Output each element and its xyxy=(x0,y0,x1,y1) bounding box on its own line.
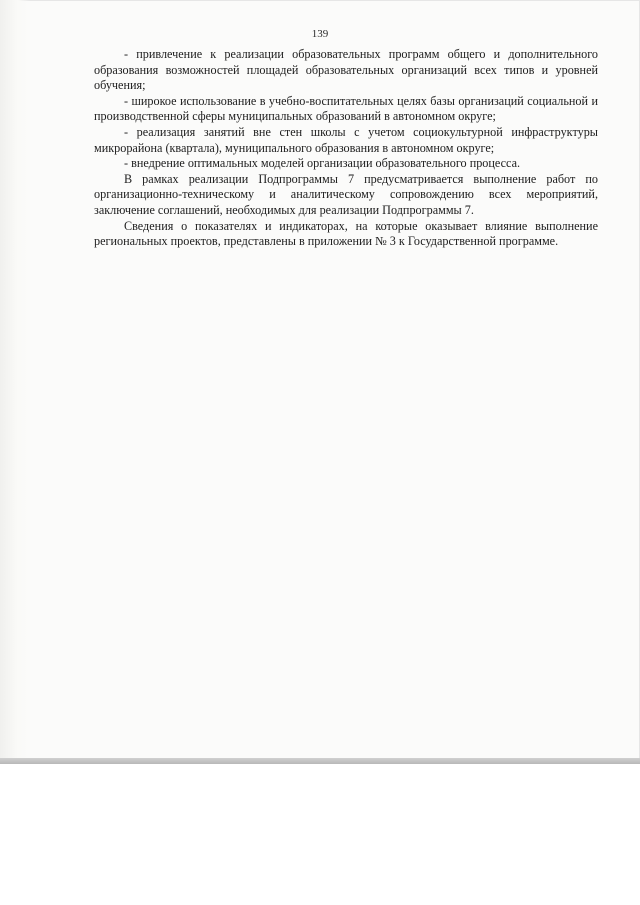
scan-shadow xyxy=(0,0,30,762)
paragraph-subprogram-7: В рамках реализации Подпрограммы 7 предусматривается выполнение работ по организационно-техническому и аналитическому сопровождению всех мероприятий, заключение соглашений, необходимых для реализации Подпрограммы 7. xyxy=(94,171,598,217)
page-number: 139 xyxy=(311,28,329,40)
list-item-attract-resources: - привлечение к реализации образовательных программ общего и дополнительного образования возможностей площадей образовательных организаций всех типов и уровней обучения; xyxy=(94,47,598,93)
paragraph-indicators: Сведения о показателях и индикаторах, на которые оказывает влияние выполнение региональных проектов, представлены в приложении № 3 к Государственной программе. xyxy=(94,218,598,249)
list-item-use-organizations: - широкое использование в учебно-воспитательных целях базы организаций социальной и производственной сферы муниципальных образований в автономном округе; xyxy=(94,93,598,124)
sheet-edge xyxy=(0,758,640,764)
document-body xyxy=(94,47,598,250)
list-item-classes-outside-school: - реализация занятий вне стен школы с учетом социокультурной инфраструктуры микрорайона (квартала), муниципального образования в автономном округе; xyxy=(94,124,598,155)
list-item-optimal-models: - внедрение оптимальных моделей организации образовательного процесса. xyxy=(124,156,521,171)
